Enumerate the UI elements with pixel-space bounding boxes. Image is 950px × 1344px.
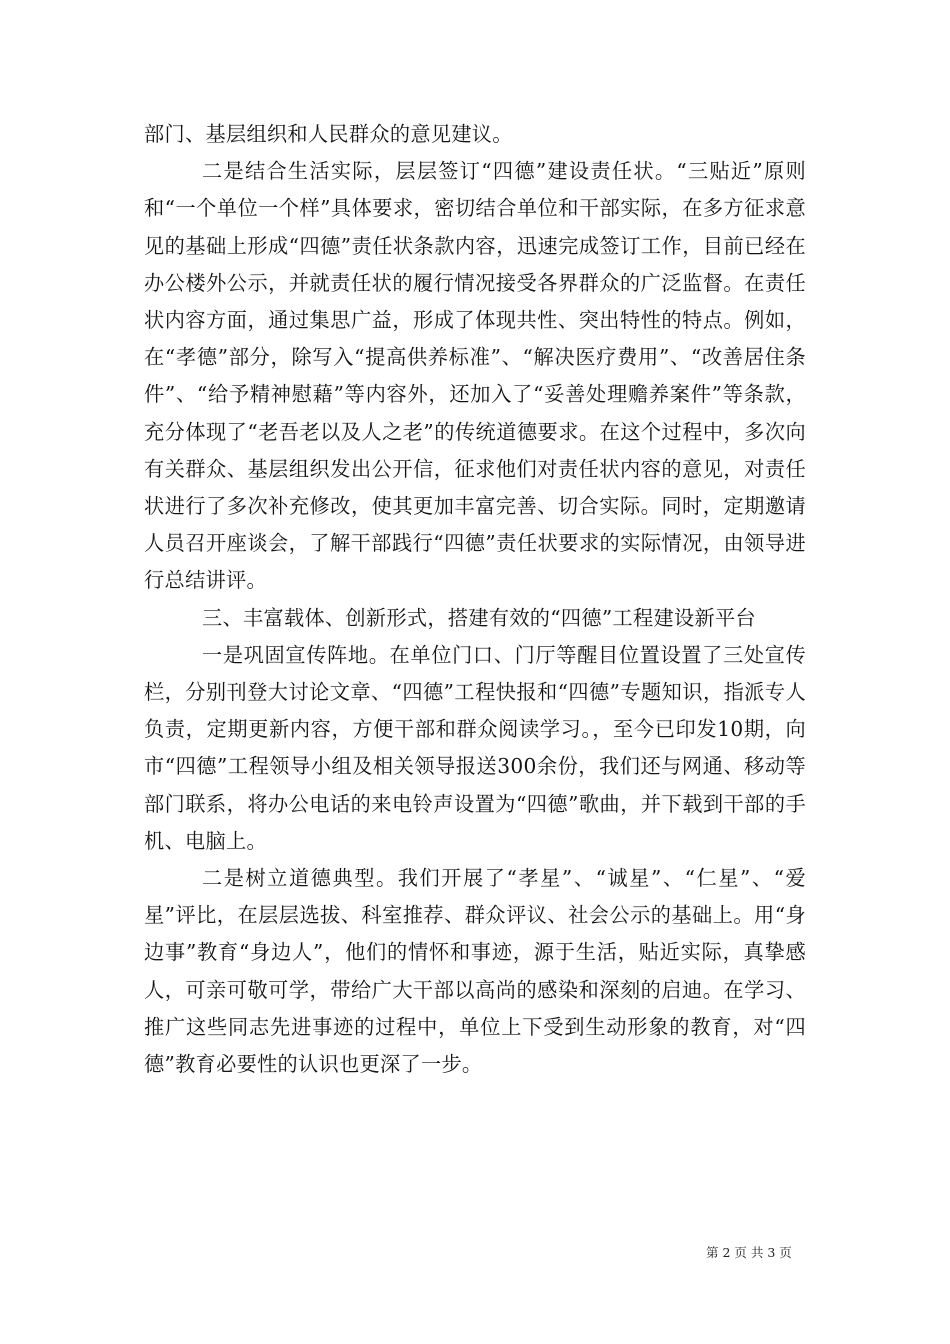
paragraph-publicity-platform: 一是巩固宣传阵地。在单位门口、门厅等醒目位置设置了三处宣传栏，分别刊登大讨论文章、“四德”工程快报和“四德”专题知识，指派专人负责，定期更新内容，方便干部和群众阅读学习。，至今已印发10期，向市“四德”工程领导小组及相关领导报送300余份，我们还与网通、移动等部门联系，将办公电话的来电铃声设置为“四德”歌曲，并下载到干部的手机、电脑上。 xyxy=(144,642,806,853)
page-number-footer: 第 2 页 共 3 页 xyxy=(706,1245,792,1260)
paragraph-moral-models: 二是树立道德典型。我们开展了“孝星”、“诚星”、“仁星”、“爱星”评比，在层层选拔、科室推荐、群众评议、社会公示的基础上。用“身边事”教育“身边人”，他们的情怀和事迹，源于生活，贴近实际，真挚感人，可亲可敬可学，带给广大干部以高尚的感染和深刻的启迪。在学习、推广这些同志先进事迹的过程中，单位上下受到生动形象的教育，对“四德”教育必要性的认识也更深了一步。 xyxy=(144,866,806,1077)
paragraph-continuation: 部门、基层组织和人民群众的意见建议。 xyxy=(144,122,513,146)
section-heading-three: 三、丰富载体、创新形式，搭建有效的“四德”工程建设新平台 xyxy=(202,605,756,630)
paragraph-responsibility-pledge: 二是结合生活实际，层层签订“四德”建设责任状。“三贴近”原则和“一个单位一个样”具体要求，密切结合单位和干部实际，在多方征求意见的基础上形成“四德”责任状条款内容，迅速完成签订工作，目前已经在办公楼外公示，并就责任状的履行情况接受各界群众的广泛监督。在责任状内容方面，通过集思广益，形成了体现共性、突出特性的特点。例如，在“孝德”部分，除写入“提高供养标准”、“解决医疗费用”、“改善居住条件”、“给予精神慰藉”等内容外，还加入了“妥善处理赡养案件”等条款，充分体现了“老吾老以及人之老”的传统道德要求。在这个过程中，多次向有关群众、基层组织发出公开信，征求他们对责任状内容的意见，对责任状进行了多次补充修改，使其更加丰富完善、切合实际。同时，定期邀请人员召开座谈会，了解干部践行“四德”责任状要求的实际情况，由领导进行总结讲评。 xyxy=(144,159,806,593)
document-body xyxy=(144,116,806,1083)
